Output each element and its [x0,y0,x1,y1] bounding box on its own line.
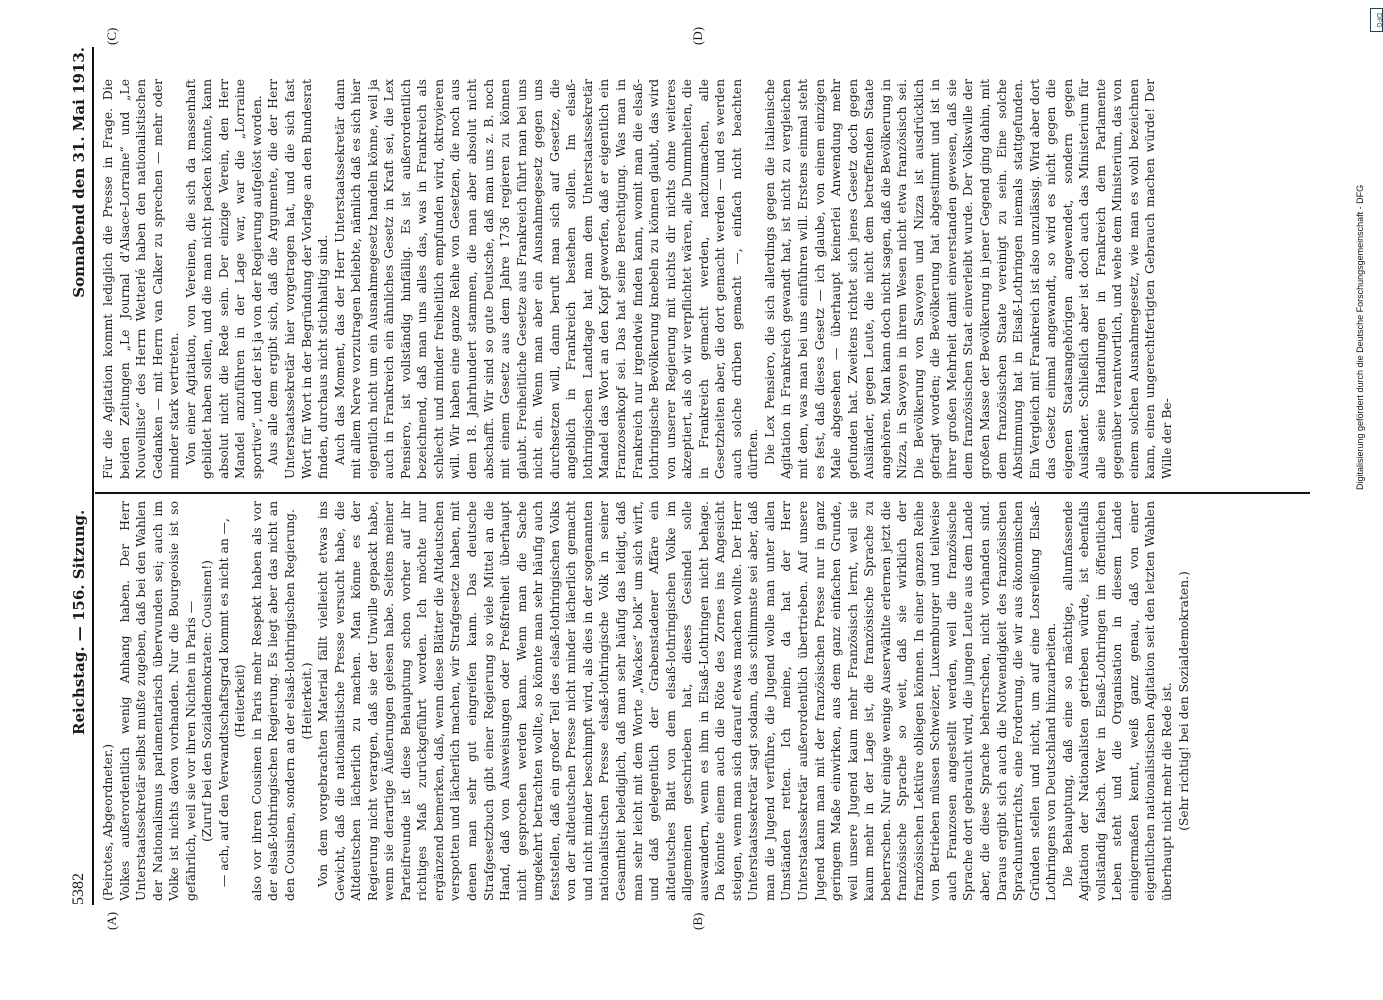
paragraph: Von dem vorgebrachten Material fällt vielleicht etwas ins Gewicht, daß die nationalistische Presse versucht habe, die Altdeutschen lächerlich zu machen. Man könne es der Regierung nicht verargen, daß sie der Unwille gepackt habe, wenn sie derartige Äußerungen gelesen habe. Seitens meiner Parteifreunde ist diese Behauptung schon vorher auf ihr richtiges Maß zurückgeführt worden. Ich möchte nur ergänzend bemerken, daß, wenn diese Blätter die Altdeutschen verspotten und lächerlich machen, wir Strafgesetze haben, mit denen man sehr gut eingreifen kann. Das deutsche Strafgesetzbuch gibt einer Regierung so viele Mittel an die Hand, daß von Ausweisungen oder Preßfreiheit überhaupt nicht gesprochen werden kann. Wenn man die Sache umgekehrt betrachten wollte, so könnte man sehr häufig auch feststellen, daß ein großer Teil des elsaß-lothringischen Volks von der altdeutschen Presse nicht minder lächerlich gemacht und nicht minder beschimpft wird, als dies in der sogenannten nationalistischen Presse elsaß-lothringische Volk in seiner Gesamtheit belediglich, daß man sehr häufig das leidigt, daß man sehr leicht mit dem Worte „Wackes“ bolk“ um sich wirft, und daß gelegentlich der Grabenstadener Affäre ein altdeutsches Blatt von dem elsaß-lothringischen Volke im allgemeinen geschrieben hat, dieses Gesindel solle auswandern, wenn es ihm in Elsaß-Lothringen nicht behage. Da könnte einem auch die Röte des Zornes ins Angesicht steigen, wenn man sich darauf etwas machen wollte. Der Herr Unterstaatssekretär sagt sodann, das schlimmste sei aber, daß man die Jugend verführe, die Jugend wolle man unter allen Umständen retten. Ich meine, da hat der Herr Unterstaatssekretär außerordentlich übertrieben. Auf unsere Jugend kann man mit der französischen Presse nur in ganz geringem Maße einwirken, aus dem ganz einfachen Grunde, weil unsere Jugend kaum mehr Französisch lernt, weil sie kaum mehr in der Lage ist, die französische Sprache zu beherrschen. Nur einige wenige Auserwählte erlernen jetzt die französische Sprache so weit, daß sie wirklich der französischen Lektüre obliegen können. In einer ganzen Reihe von Betrieben müssen Schweizer, Luxemburger und teilweise auch Franzosen angestellt werden, weil die französische Sprache dort gebraucht wird, die jungen Leute aus dem Lande aber, die diese Sprache beherrschen, nicht vorhanden sind. Daraus ergibt sich auch die Notwendigkeit des französischen Sprachunterrichts, eine Forderung, die wir aus ökonomischen Gründen stellen und nicht, um auf eine Losreißung Elsaß-Lothringens von Deutschland hinzuarbeiten. [316,501,1059,901]
paragraph: also vor ihren Cousinen in Paris mehr Respekt haben als vor der elsaß-lothringischen Regierung. Es liegt aber das nicht an den Cousinen, sondern an der elsaß-lothringischen Regierung. [249,501,298,901]
paragraph: Für die Agitation kommt lediglich die Presse in Frage. Die beiden Zeitungen „Le Journal d'Alsace-Lorraine“ und „Le Nouvelliste“ des Herrn Wetterlé haben den nationalistischen Gedanken — mit Herrn van Calker zu sprechen — mehr oder minder stark vertreten. [101,79,182,479]
paragraph: Von einer Agitation, von Vereinen, die sich da massenhaft gebildet haben sollen, und die man nicht packen könnte, kann absolut nicht die Rede sein. Der einzige Verein, den Herr Mandel anzuführen in der Lage war, war die „Lorraine sportive“, und der ist ja von der Regierung aufgelöst worden. [183,79,264,479]
paragraph: — ach, auf den Verwandtschaftsgrad kommt es nicht an —, [216,518,231,887]
paragraph: Die Lex Pensiero, die sich allerdings gegen die italienische Agitation in Frankreich gewandt hat, ist nicht zu vergleichen mit dem, was man bei uns einführen will. Erstens einmal steht es fest, daß dieses Gesetz — ich glaube, von einem einzigen Male abgesehen — überhaupt keinerlei Anwendung mehr gefunden hat. Zweitens richtet sich jenes Gesetz doch gegen Ausländer, gegen Leute, die nicht dem betreffenden Staate angehören. Man kann doch nicht sagen, daß die Bevölkerung in Nizza, in Savoyen in ihrem Wesen nicht etwa französisch sei. Die Bevölkerung von Savoyen und Nizza ist ausdrücklich gefragt worden; die Bevölkerung hat abgestimmt und ist in ihrer großen Mehrheit damit einverstanden gewesen, daß sie dem französischen Staat einverleibt wurde. Der Volkswille der großen Masse der Bevölkerung in jener Gegend ging dahin, mit dem französischen Staate vereinigt zu sein. Eine solche Abstimmung hat in Elsaß-Lothringen niemals stattgefunden. Ein Vergleich mit Frankreich ist also unzulässig. Wird aber dort das Gesetz einmal angewandt, so wird es nicht gegen die eigenen Staatsangehörigen angewendet, sondern gegen Ausländer. Schließlich aber ist doch auch das Ministerium für alle seine Handlungen in Frankreich dem Parlamente gegenüber verantwortlich, und wehe dem Ministerium, das von einem solchen Ausnahmegesetz, wie man es wohl bezeichnen kann, einen ungerechtfertigten Gebrauch machen würde! Der Wille der Be- [762,79,1174,479]
dfg-logo: DFG [1370,8,1383,32]
page-header [60,47,94,905]
right-text-column [100,79,1300,479]
page-number: 5382 [70,873,87,905]
left-text-column [100,501,1300,901]
margin-marker-c: (C) [104,27,119,45]
margin-marker-a: (A) [104,911,119,930]
column-divider [95,492,1310,494]
paragraph: (Sehr richtig! bei den Sozialdemokraten.) [1176,571,1191,831]
paragraph: (Heiterkeit.) [299,662,314,740]
paragraph: Volkes außerordentlich wenig Anhang haben. Der Herr Unterstaatssekretär selbst mußte zugeben, daß bei den Wahlen der Nationalismus parlamentarisch überwunden sei; auch im Volke ist nichts davon vorhanden. Nur die Bourgeoisie ist so gefährlich, weil sie vor ihren Nichten in Paris — [117,501,198,901]
paragraph: (Zuruf bei den Sozialdemokraten: Cousinen!) [200,560,215,842]
margin-marker-b: (B) [690,912,705,930]
digitization-footer: Digitalisierung gefördert durch die Deutsche Forschungsgemeinschaft - DFG [1355,184,1365,490]
paragraph: (Heiterkeit) [233,664,248,738]
session-date: Sonnabend den 31. Mai 1913. [70,47,88,298]
session-title: Reichstag. — 156. Sitzung. [70,509,88,735]
paragraph: Die Behauptung, daß eine so mächtige, allumfassende Agitation der Nationalisten getrieben würde, ist ebenfalls vollständig falsch. Wer in Elsaß-Lothringen im öffentlichen Leben steht und die Organisation in diesem Lande einigermaßen kennt, weiß ganz genau, daß von einer eigentlichen nationalistischen Agitation seit den letzten Wahlen überhaupt nicht mehr die Rede ist. [1060,501,1174,901]
paragraph: Aus alle dem ergibt sich, daß die Argumente, die der Herr Unterstaatssekretär hier vorgetragen hat, und die sich fast Wort für Wort in der Begründung der Vorlage an den Bundesrat finden, durchaus nicht stichhaltig sind. [266,79,331,479]
paragraph: (Peirotes, Abgeordneter.) [101,743,115,901]
paragraph: Auch das Moment, das der Herr Unterstaatssekretär dann mit allem Nerve vorzutragen beliebte, nämlich daß es sich hier eigentlich nicht um ein Ausnahmegesetz handeln könne, weil ja auch in Frankreich ein ähnliches Gesetz in Kraft sei, die Lex Pensiero, ist vollständig hinfällig. Es ist außerordentlich bezeichnend, daß man uns alles das, was in Frankreich als schlecht und minder freiheitlich empfunden wird, oktroyieren will. Wir haben eine ganze Reihe von Gesetzen, die noch aus dem 18. Jahrhundert stammen, die man aber absolut nicht abschafft. Wir sind so gute Deutsche, daß man uns z. B. noch mit einem Gesetz aus dem Jahre 1736 regieren zu können glaubt. Freiheitliche Gesetze aus Frankreich führt man bei uns nicht ein. Wenn man aber ein Ausnahmegesetz gegen uns durchsetzen will, dann beruft man sich auf Gesetze, die angeblich in Frankreich bestehen sollen. Im elsaß-lothringischen Landtage hat man dem Unterstaatssekretär Mandel das Wort an den Kopf geworfen, daß er eigentlich ein Franzosenkopf sei. Das hat seine Berechtigung. Was man in Frankreich nur irgendwie finden kann, womit man die elsaß-lothringische Bevölkerung knebeln zu können glaubt, das wird von unserer Regierung mit nichts dir nichts ohne weiteres akzeptiert, als ob wir verpflichtet wären, alle Dummheiten, die in Frankreich gemacht werden, nachzumachen, alle Gesetzheiten aber, die dort gemacht werden — und es werden auch solche drüben gemacht —, einfach nicht beachten dürften. [332,79,761,479]
margin-marker-d: (D) [690,26,705,45]
